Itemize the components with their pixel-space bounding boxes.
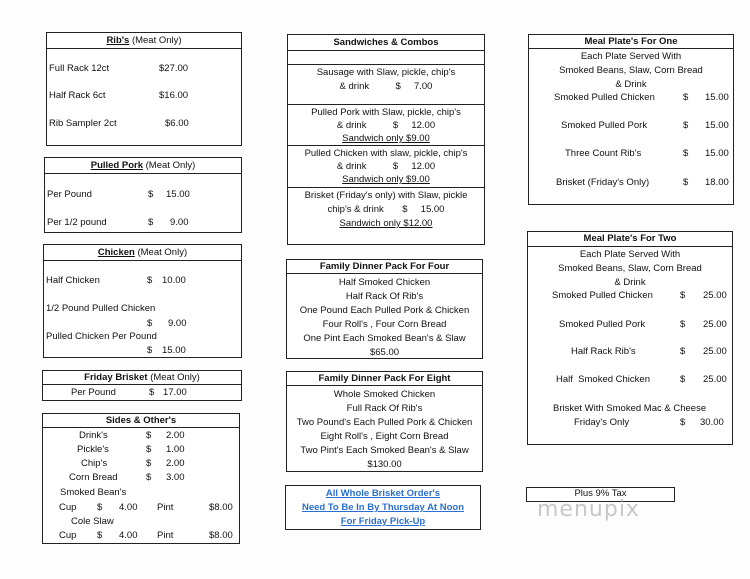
- currency: $: [97, 502, 103, 513]
- pulled-pork-section: [44, 157, 242, 233]
- menu-item-price: 4.00: [119, 530, 138, 541]
- pulled-pork-title: Pulled Pork: [90, 160, 143, 171]
- currency: $: [148, 189, 154, 200]
- menu-item-name: Half Rack 6ct: [49, 90, 106, 101]
- pint-label: Pint: [157, 502, 174, 513]
- list-item: Two Pint's Each Smoked Bean's & Slaw: [300, 445, 469, 456]
- menu-item-name: Corn Bread: [69, 472, 118, 483]
- currency: $: [683, 120, 689, 131]
- family-four-section: [286, 259, 483, 359]
- menu-item-name: Half Smoked Chicken: [556, 374, 650, 385]
- menu-item-name: Smoked Pulled Chicken: [554, 92, 655, 103]
- menu-item-name: Brisket (Friday's Only): [556, 177, 650, 188]
- list-item: Eight Roll's , Eight Corn Bread: [320, 431, 449, 442]
- meal-for-one-section: [528, 34, 734, 205]
- currency: $: [97, 530, 103, 541]
- ribs-header: [47, 33, 241, 49]
- pack-price: $130.00: [367, 459, 402, 470]
- currency: $: [680, 417, 686, 428]
- sandwich-line: Brisket (Friday's only) with Slaw, pickle: [304, 190, 468, 201]
- menu-item-price: 15.00: [705, 120, 729, 131]
- list-item: Four Roll's , Four Corn Bread: [322, 319, 447, 330]
- meal-for-two-section: [527, 231, 733, 445]
- menu-item-name: 1/2 Pound Pulled Chicken: [46, 303, 156, 314]
- sandwich-line: & drink $ 12.00: [336, 120, 436, 131]
- menu-item-note: Friday's Only: [574, 417, 630, 428]
- menu-item-price: 25.00: [703, 319, 727, 330]
- intro-line: & Drink: [614, 277, 646, 288]
- menu-item-price: 1.00: [166, 444, 185, 455]
- chicken-subtitle: (Meat Only): [137, 247, 188, 258]
- cup-label: Cup: [59, 502, 77, 513]
- menu-item-name: Per 1/2 pound: [47, 217, 107, 228]
- sandwich-line: Pulled Chicken with slaw, pickle, chip's: [304, 148, 468, 159]
- sides-section: [42, 413, 240, 544]
- ribs-subtitle: (Meat Only): [131, 35, 182, 46]
- sandwich-only-price: Sandwich only $9.00: [342, 133, 430, 144]
- currency: $: [680, 290, 686, 301]
- currency: $: [148, 217, 154, 228]
- family-eight-title: Family Dinner Pack For Eight: [318, 373, 451, 384]
- menu-item-price: 25.00: [703, 374, 727, 385]
- sandwich-line: & drink $ 7.00: [339, 81, 433, 92]
- sandwich-line: chip's & drink $ 15.00: [327, 204, 445, 215]
- menu-item-price: $16.00: [159, 90, 189, 101]
- menu-item-price: 3.00: [166, 472, 185, 483]
- meal-one-intro: [529, 49, 733, 92]
- notice-line: All Whole Brisket Order's: [325, 488, 441, 499]
- menu-item-name: Smoked Pulled Pork: [559, 319, 646, 330]
- menu-item-name: Per Pound: [47, 189, 92, 200]
- chicken-section: [43, 244, 242, 358]
- meal-one-title: Meal Plate's For One: [584, 36, 678, 47]
- list-item: Half Rack Of Rib's: [345, 291, 424, 302]
- menu-item-price: 2.00: [166, 430, 185, 441]
- menu-item-name: Three Count Rib's: [565, 148, 642, 159]
- currency: $: [683, 92, 689, 103]
- intro-line: & Drink: [615, 79, 647, 90]
- sandwich-item: [288, 188, 484, 232]
- menu-item-price: $8.00: [209, 530, 233, 541]
- meal-two-header: [528, 232, 732, 247]
- currency: $: [146, 430, 152, 441]
- currency: $: [147, 345, 153, 356]
- brisket-order-notice: [285, 485, 481, 530]
- menu-item-name: Smoked Pulled Chicken: [552, 290, 653, 301]
- list-item: One Pint Each Smoked Bean's & Slaw: [303, 333, 466, 344]
- menu-item-name: Half Rack Rib's: [571, 346, 636, 357]
- meal-one-header: [529, 35, 733, 49]
- menu-item-price: 15.00: [705, 148, 729, 159]
- sandwich-item: [288, 105, 484, 146]
- family-eight-list: [287, 386, 482, 472]
- intro-line: Each Plate Served With: [579, 249, 681, 260]
- menu-item-name: Rib Sampler 2ct: [49, 118, 117, 129]
- notice-line: Need To Be In By Thursday At Noon: [301, 502, 465, 513]
- menu-item-name: Drink's: [79, 430, 108, 441]
- currency: $: [146, 458, 152, 469]
- menu-item-price: 2.00: [166, 458, 185, 469]
- watermark: menupix: [537, 497, 640, 522]
- meal-two-title: Meal Plate's For Two: [583, 233, 677, 244]
- menu-item-price: $8.00: [209, 502, 233, 513]
- sandwiches-section: [287, 34, 485, 245]
- menu-item-price: $6.00: [165, 118, 189, 129]
- menu-item-price: 15.00: [162, 345, 186, 356]
- currency: $: [683, 148, 689, 159]
- sandwich-only-price: Sandwich only $12.00: [339, 218, 433, 229]
- list-item: Half Smoked Chicken: [338, 277, 431, 288]
- family-four-header: [287, 260, 482, 274]
- ribs-title: Rib's: [106, 35, 130, 46]
- menu-item-price: 25.00: [703, 346, 727, 357]
- currency: $: [680, 346, 686, 357]
- list-item: Whole Smoked Chicken: [333, 389, 436, 400]
- menu-item-price: 15.00: [705, 92, 729, 103]
- sandwiches-header: [288, 35, 484, 51]
- menu-item-price: 18.00: [705, 177, 729, 188]
- cup-label: Cup: [59, 530, 77, 541]
- ribs-section: [46, 32, 242, 146]
- sandwich-item: [288, 65, 484, 105]
- tax-text: Plus 9% Tax: [574, 488, 627, 499]
- sandwich-item: [288, 146, 484, 188]
- list-item: One Pound Each Pulled Pork & Chicken: [299, 305, 470, 316]
- menu-item-price: 9.00: [168, 318, 187, 329]
- menu-item-name: Per Pound: [71, 387, 116, 398]
- currency: $: [149, 387, 155, 398]
- sandwiches-title: Sandwiches & Combos: [333, 37, 439, 48]
- menu-item-price: 15.00: [166, 189, 190, 200]
- friday-brisket-subtitle: (Meat Only): [150, 372, 200, 383]
- menu-item-price: 17.00: [163, 387, 187, 398]
- intro-line: Smoked Beans, Slaw, Corn Bread: [559, 65, 703, 76]
- menu-item-name: Chip's: [81, 458, 108, 469]
- sandwich-line: Pulled Pork with Slaw, pickle, chip's: [311, 107, 461, 118]
- pack-price: $65.00: [369, 347, 400, 358]
- sandwich-line: Sausage with Slaw, pickle, chip's: [316, 67, 456, 78]
- family-eight-section: [286, 371, 483, 472]
- family-four-title: Family Dinner Pack For Four: [319, 261, 450, 272]
- slaw-label: Cole Slaw: [71, 516, 114, 527]
- meal-two-intro: [528, 247, 732, 290]
- family-eight-header: [287, 372, 482, 386]
- menu-item-price: 9.00: [170, 217, 189, 228]
- currency: $: [680, 319, 686, 330]
- sides-header: [43, 414, 239, 428]
- intro-line: Smoked Beans, Slaw, Corn Bread: [558, 263, 702, 274]
- currency: $: [680, 374, 686, 385]
- menu-item-name: Full Rack 12ct: [49, 63, 110, 74]
- menu-item-name: Brisket With Smoked Mac & Cheese: [553, 403, 707, 414]
- family-four-list: [287, 274, 482, 360]
- sandwich-line: & drink $ 12.00: [336, 161, 436, 172]
- currency: $: [147, 318, 153, 329]
- menu-item-price: 4.00: [119, 502, 138, 513]
- friday-brisket-header: [43, 371, 241, 385]
- menu-item-name: Half Chicken: [46, 275, 100, 286]
- currency: $: [146, 472, 152, 483]
- beans-label: Smoked Bean's: [60, 487, 127, 498]
- menu-item-price: 10.00: [162, 275, 186, 286]
- currency: $: [147, 275, 153, 286]
- pulled-pork-subtitle: (Meat Only): [145, 160, 196, 171]
- pint-label: Pint: [157, 530, 174, 541]
- menu-item-price: 25.00: [703, 290, 727, 301]
- currency: $: [683, 177, 689, 188]
- sandwich-only-price: Sandwich only $9.00: [342, 174, 430, 185]
- list-item: Two Pound's Each Pulled Pork & Chicken: [296, 417, 473, 428]
- currency: $: [146, 444, 152, 455]
- sides-title: Sides & Other's: [105, 415, 177, 426]
- menu-item-name: Smoked Pulled Pork: [561, 120, 648, 131]
- pulled-pork-header: [45, 158, 241, 174]
- menu-item-price: 30.00: [700, 417, 724, 428]
- menu-item-price: $27.00: [159, 63, 189, 74]
- chicken-header: [44, 245, 241, 261]
- menu-item-name: Pickle's: [77, 444, 109, 455]
- friday-brisket-title: Friday Brisket: [84, 372, 148, 383]
- intro-line: Each Plate Served With: [580, 51, 682, 62]
- list-item: Full Rack Of Rib's: [346, 403, 423, 414]
- friday-brisket-section: [42, 370, 242, 401]
- menu-item-name: Pulled Chicken Per Pound: [46, 331, 157, 342]
- notice-line: For Friday Pick-Up: [340, 516, 426, 527]
- chicken-title: Chicken: [97, 247, 135, 258]
